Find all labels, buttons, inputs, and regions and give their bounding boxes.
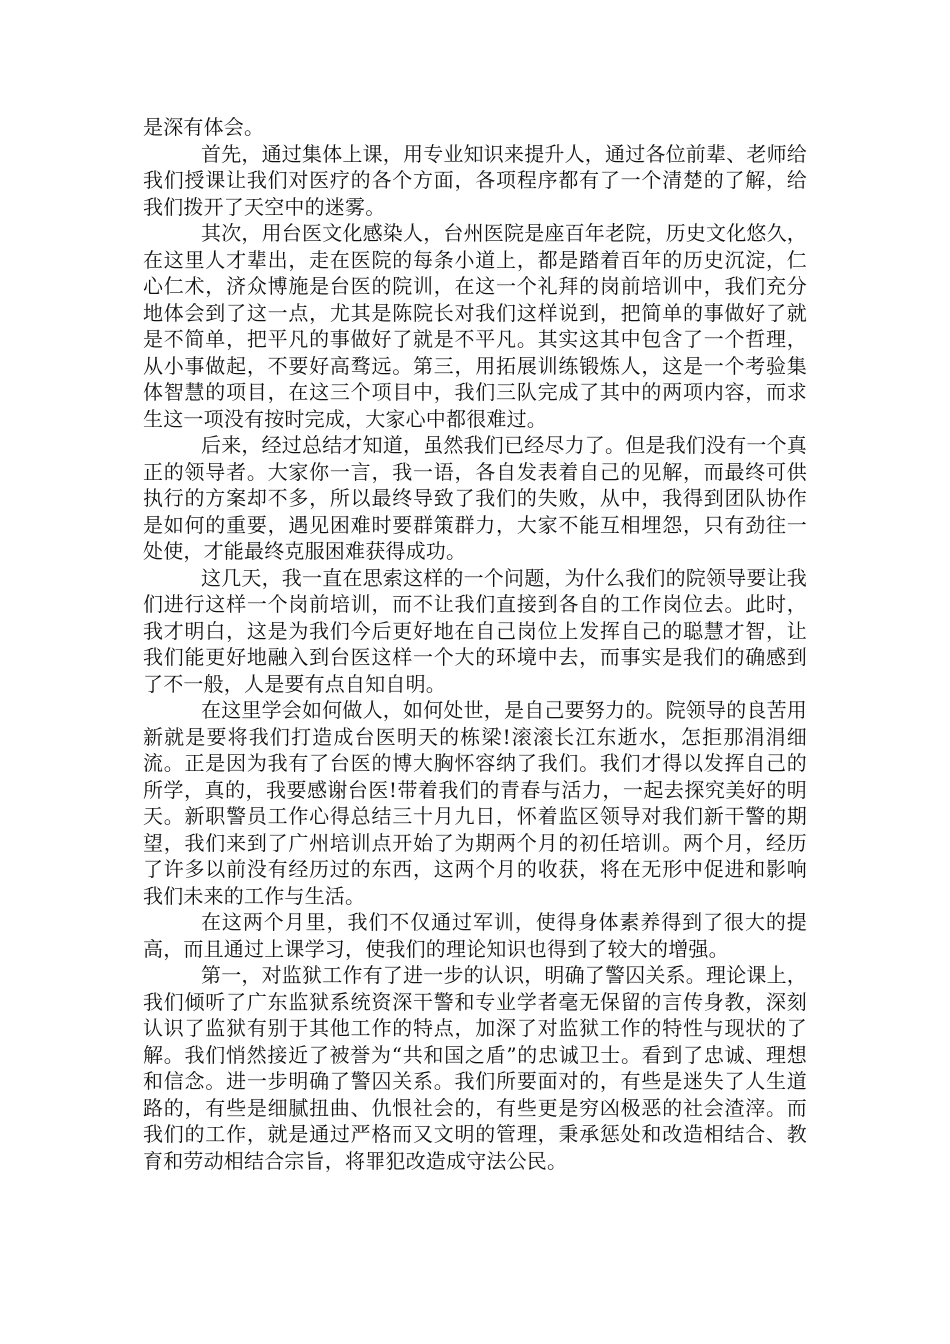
paragraph-7: 在这两个月里，我们不仅通过军训，使得身体素养得到了很大的提高，而且通过上课学习，使我们的理论知识也得到了较大的增强。 bbox=[143, 910, 807, 961]
paragraph-3: 其次，用台医文化感染人，台州医院是座百年老院，历史文化悠久，在这里人才辈出，走在医院的每条小道上，都是踏着百年的历史沉淀，仁心仁术，济众博施是台医的院训，在这一个礼拜的岗前培训中，我们充分地体会到了这一点，尤其是陈院长对我们这样说到，把简单的事做好了就是不简单，把平凡的事做好了就是不平凡。其实这其中包含了一个哲理，从小事做起，不要好高骛远。第三，用拓展训练锻炼人，这是一个考验集体智慧的项目，在这三个项目中，我们三队完成了其中的两项内容，而求生这一项没有按时完成，大家心中都很难过。 bbox=[143, 221, 807, 431]
paragraph-4: 后来，经过总结才知道，虽然我们已经尽力了。但是我们没有一个真正的领导者。大家你一言，我一语，各自发表着自己的见解，而最终可供执行的方案却不多，所以最终导致了我们的失败，从中，我得到团队协作是如何的重要，遇见困难时要群策群力，大家不能互相埋怨，只有劲往一处使，才能最终克服困难获得成功。 bbox=[143, 433, 807, 563]
paragraph-6: 在这里学会如何做人，如何处世，是自己要努力的。院领导的良苦用新就是要将我们打造成台医明天的栋梁!滚滚长江东逝水，怎拒那涓涓细流。正是因为我有了台医的博大胸怀容纳了我们。我们才得以发挥自己的所学，真的，我要感谢台医!带着我们的青春与活力，一起去探究美好的明天。新职警员工作心得总结三十月九日，怀着监区领导对我们新干警的期望，我们来到了广州培训点开始了为期两个月的初任培训。两个月，经历了许多以前没有经历过的东西，这两个月的收获，将在无形中促进和影响我们未来的工作与生活。 bbox=[143, 698, 807, 908]
document-page bbox=[143, 114, 807, 1174]
paragraph-8: 第一，对监狱工作有了进一步的认识，明确了警囚关系。理论课上，我们倾听了广东监狱系统资深干警和专业学者毫无保留的言传身教，深刻认识了监狱有别于其他工作的特点，加深了对监狱工作的特性与现状的了解。我们悄然接近了被誉为“共和国之盾”的忠诚卫士。看到了忠诚、理想和信念。进一步明确了警囚关系。我们所要面对的，有些是迷失了人生道路的，有些是细腻扭曲、仇恨社会的，有些更是穷凶极恶的社会渣滓。而我们的工作，就是通过严格而又文明的管理，秉承惩处和改造相结合、教育和劳动相结合宗旨，将罪犯改造成守法公民。 bbox=[143, 963, 807, 1173]
paragraph-2: 首先，通过集体上课，用专业知识来提升人，通过各位前辈、老师给我们授课让我们对医疗的各个方面，各项程序都有了一个清楚的了解，给我们拨开了天空中的迷雾。 bbox=[143, 141, 807, 219]
paragraph-1: 是深有体会。 bbox=[143, 115, 265, 139]
paragraph-5: 这几天，我一直在思索这样的一个问题，为什么我们的院领导要让我们进行这样一个岗前培训，而不让我们直接到各自的工作岗位去。此时，我才明白，这是为我们今后更好地在自己岗位上发挥自己的聪慧才智，让我们能更好地融入到台医这样一个大的环境中去，而事实是我们的确感到了不一般，人是要有点自知自明。 bbox=[143, 565, 807, 696]
